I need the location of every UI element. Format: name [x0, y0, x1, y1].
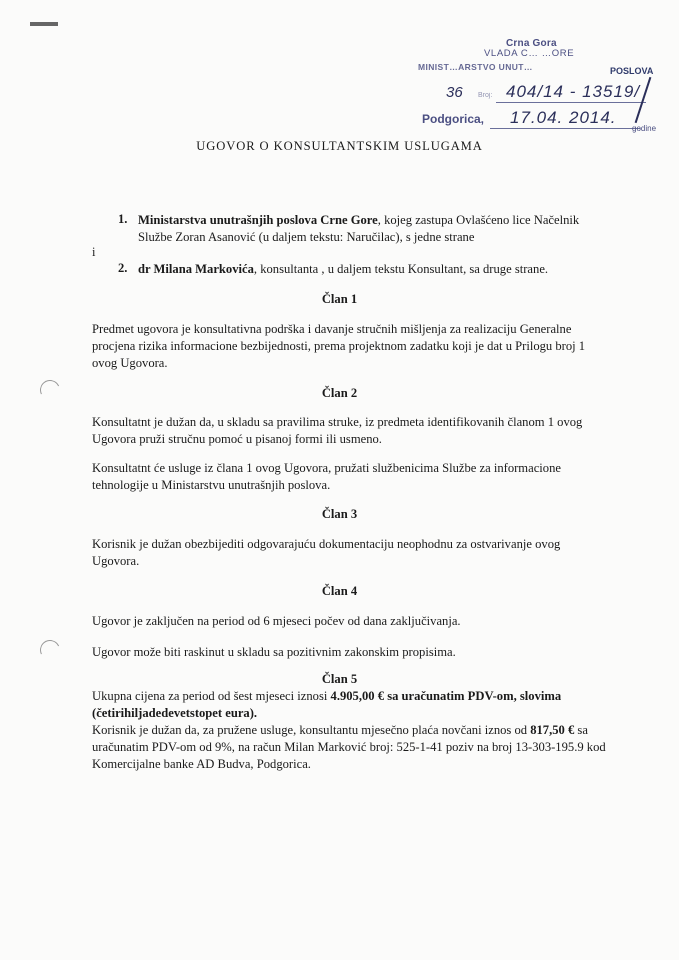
registry-stamp — [410, 36, 670, 136]
article-2-heading: Član 2 — [321, 386, 358, 400]
party-1 — [138, 212, 598, 246]
stamp-number: 404/14 - 13519/ — [506, 82, 641, 101]
stamp-year-suffix: godine — [632, 124, 657, 133]
article-4-text-1: Ugovor je zaključen na period od 6 mjeseci počev od dana zaključivanja. — [92, 614, 461, 628]
stamp-country: Crna Gora — [506, 38, 557, 49]
article-1-heading: Član 1 — [321, 292, 358, 306]
article-5-price-intro: Ukupna cijena za period od šest mjeseci iznosi — [92, 689, 331, 703]
party-connector: i — [92, 245, 96, 259]
stamp-number-label: Broj: — [478, 92, 493, 99]
article-2-text-2: Konsultatnt će usluge iz člana 1 ovog Ugovora, pružati službenicima Službe za informacione tehnologije u Ministarstvu unutrašnjih poslova. — [92, 461, 561, 492]
article-3-heading: Član 3 — [321, 507, 358, 521]
article-3-text: Korisnik je dužan obezbijediti odgovarajuću dokumentaciju neophodnu za ostvarivanje ovog Ugovora. — [92, 537, 561, 568]
document-title: UGOVOR O KONSULTANTSKIM USLUGAMA — [196, 139, 483, 153]
article-4-text-2: Ugovor može biti raskinut u skladu sa pozitivnim zakonskim propisima. — [92, 645, 456, 659]
stamp-place: Podgorica, — [422, 112, 485, 126]
stamp-government: VLADA C… …ORE — [484, 48, 575, 59]
stamp-date: 17.04. 2014. — [510, 108, 617, 127]
article-5-payment-details: sa uračunatim PDV-om od 9%, na račun Milan Marković broj: 525-1-41 poziv na broj 13-303-195.9 kod Komercijalne banke AD Budva, Podgorica. — [92, 723, 606, 771]
stamp-underline — [490, 128, 640, 129]
party-2-number: 2. — [118, 261, 128, 275]
article-5-payment-intro: Korisnik je dužan da, za pružene usluge, konsultantu mjesečno plaća novčani iznos od — [92, 723, 531, 737]
party-1-details: , kojeg zastupa Ovlašćeno lice Načelnik Službe Zoran Asanović (u daljem tekstu: Naručilac), s jedne strane — [138, 213, 580, 244]
stamp-underline — [496, 102, 646, 103]
article-2-text-1: Konsultatnt je dužan da, u skladu sa pravilima struke, iz predmeta identifikovanih članom 1 ovog Ugovora pruži stručnu pomoć u pisanoj formi ili usmeno. — [92, 415, 583, 446]
party-2-name: dr Milana Markovića — [138, 262, 254, 276]
article-1-text: Predmet ugovora je konsultativna podrška i davanje stručnih mišljenja za realizaciju Generalne procjena rizika informacione bezbijednosti, prema projektnom zadatku koji je dat u Prilogu broj 1 ovog Ugovora. — [92, 322, 586, 370]
party-1-name: Ministarstva unutrašnjih poslova Crne Gore — [138, 213, 378, 227]
margin-arc — [37, 637, 63, 663]
article-5-monthly-amount: 817,50 € — [530, 723, 575, 737]
corner-mark — [30, 22, 58, 26]
stamp-ministry: MINIST…ARSTVO UNUT… — [418, 62, 533, 72]
party-2-details: , konsultanta , u daljem tekstu Konsultant, sa druge strane. — [253, 262, 549, 276]
article-5-text-1 — [92, 688, 602, 722]
stamp-ministry-end: POSLOVA — [610, 66, 654, 76]
article-5-price-total: 4.905,00 € sa uračunatim PDV-om, slovima (četirihiljadedevetstopet eura). — [92, 689, 562, 720]
article-5-text-2 — [92, 722, 607, 773]
party-2 — [138, 261, 608, 278]
article-5-heading: Član 5 — [321, 672, 358, 686]
stamp-number-prefix: 36 — [446, 84, 463, 101]
party-1-number: 1. — [118, 212, 128, 226]
article-4-heading: Član 4 — [321, 584, 358, 598]
